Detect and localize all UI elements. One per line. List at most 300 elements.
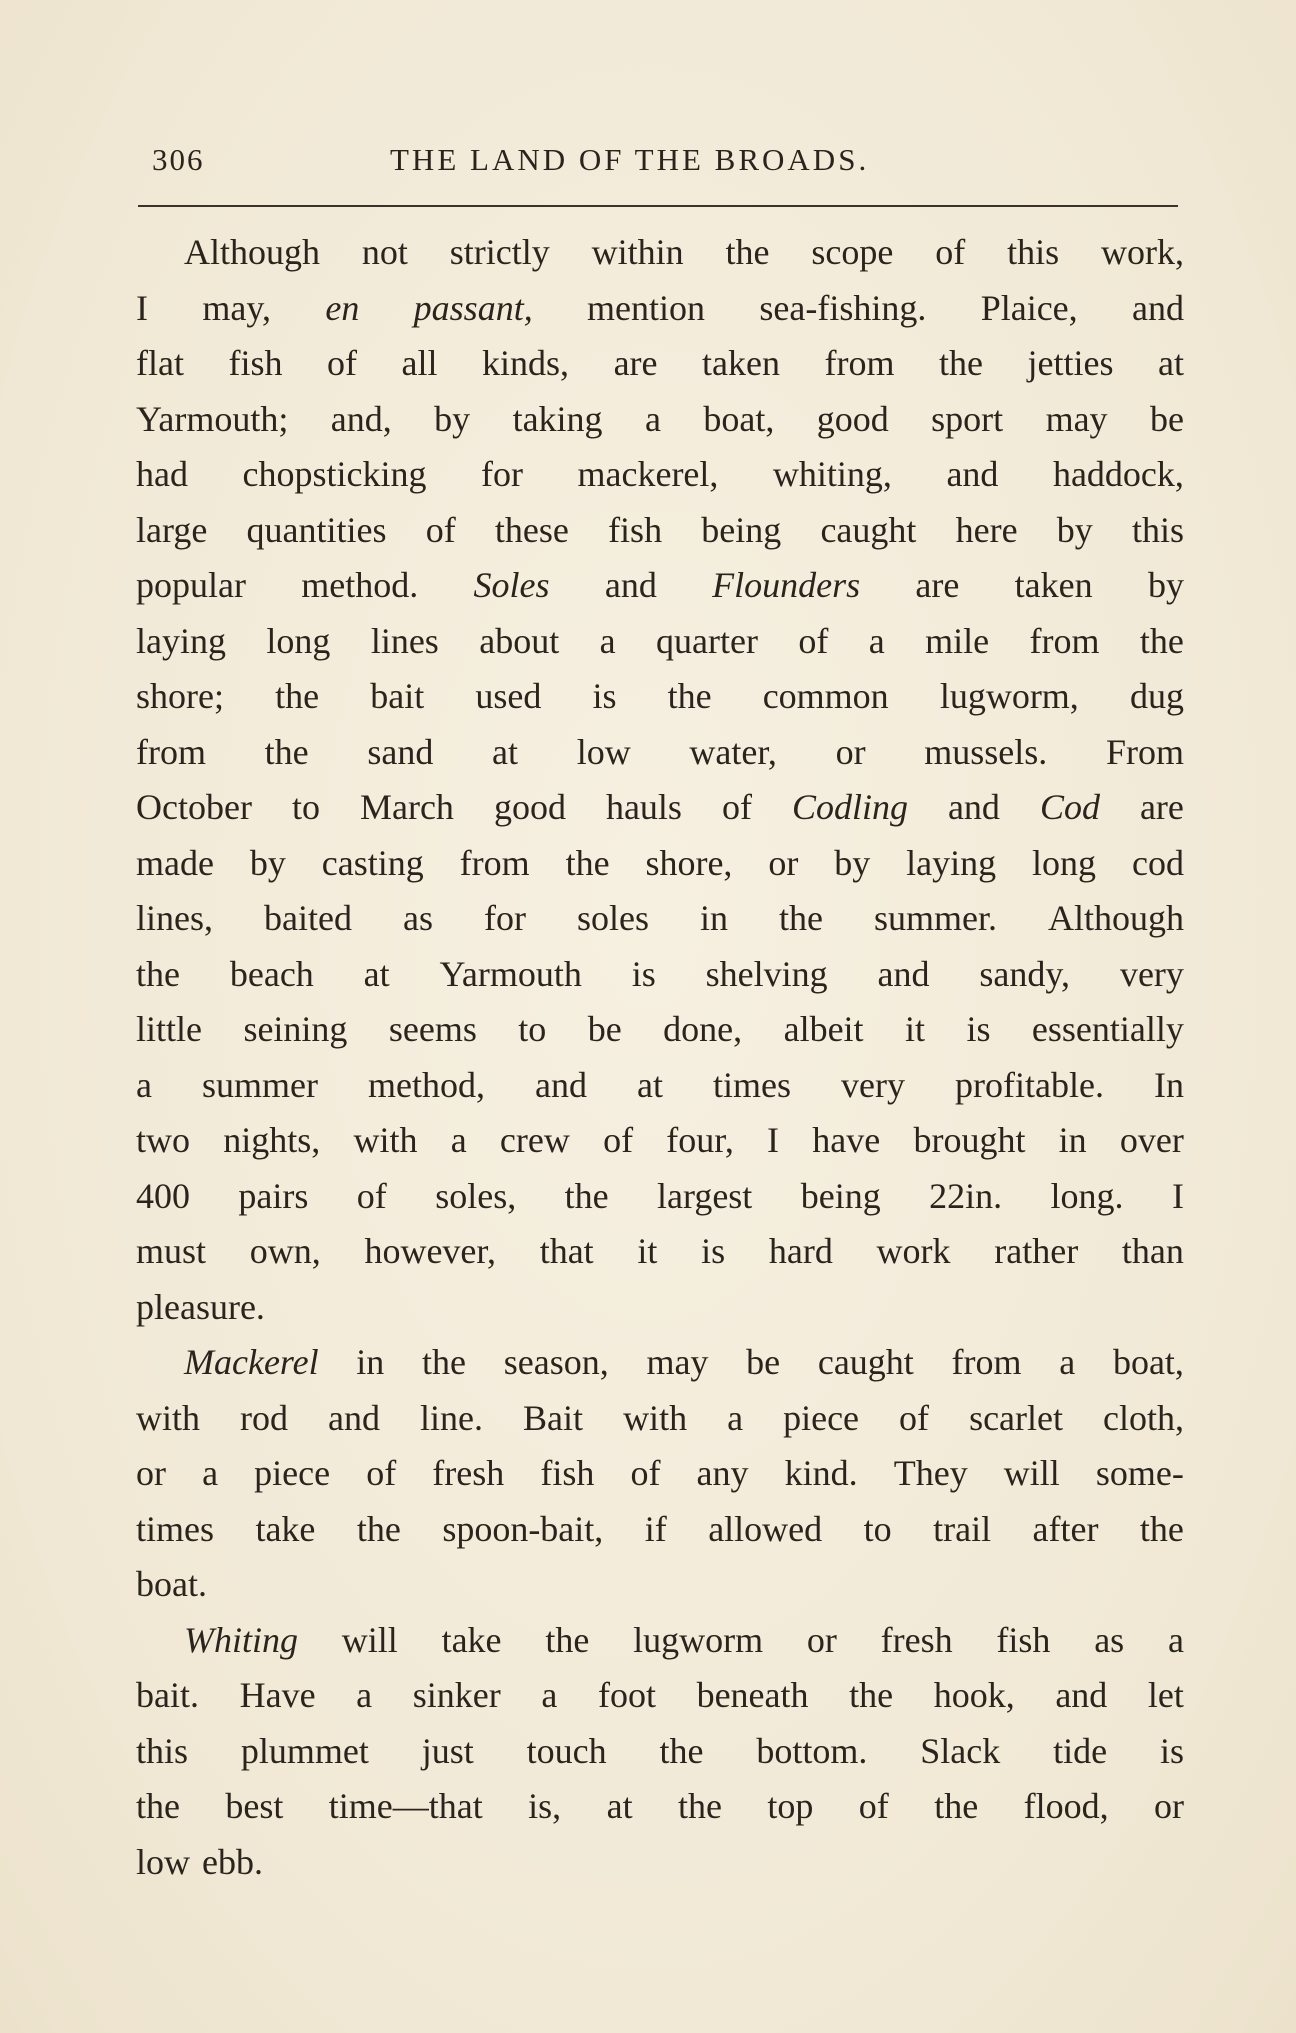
word: it	[905, 1009, 926, 1049]
word: or	[806, 1619, 837, 1660]
word: is	[966, 1009, 991, 1049]
word: method,	[368, 1064, 485, 1105]
word: largest	[657, 1175, 753, 1216]
word: used	[475, 676, 542, 716]
word: the	[667, 676, 712, 716]
word: or	[1154, 1786, 1184, 1826]
word: from	[951, 1342, 1022, 1382]
word: these	[494, 509, 569, 550]
word: for	[481, 454, 523, 494]
word: lines	[370, 620, 439, 661]
word: a	[541, 1675, 558, 1715]
text-line	[136, 1335, 1184, 1391]
word: by	[1147, 565, 1184, 605]
word: will	[341, 1619, 398, 1660]
word: pairs	[238, 1175, 309, 1216]
word: touch	[526, 1730, 607, 1771]
word: of	[899, 1397, 930, 1438]
word: taken	[702, 343, 780, 383]
word: the	[275, 676, 320, 716]
word: the	[422, 1342, 467, 1382]
word: after	[1032, 1508, 1099, 1549]
word: bait	[370, 676, 425, 716]
word: laying	[136, 620, 226, 661]
word: kind.	[784, 1453, 858, 1493]
word: and	[1055, 1675, 1108, 1715]
text-line	[136, 558, 1184, 614]
word: trail	[933, 1508, 992, 1549]
word: four,	[666, 1120, 734, 1160]
word: mention	[587, 287, 706, 328]
text-line	[136, 1446, 1184, 1502]
italic-word: Codling	[791, 787, 908, 827]
word: baited	[264, 898, 352, 938]
word: and	[328, 1397, 381, 1438]
word: and,	[330, 398, 392, 439]
word: the	[677, 1786, 722, 1826]
word: seems	[388, 1009, 477, 1049]
word: fish	[996, 1619, 1051, 1660]
word: and	[946, 454, 999, 494]
word: if	[644, 1508, 667, 1549]
word: the	[564, 1175, 609, 1216]
text-line	[136, 1835, 1184, 1891]
word: piece	[783, 1397, 860, 1438]
word: at	[1158, 343, 1184, 383]
page-number: 306	[152, 142, 205, 177]
word: quantities	[246, 509, 387, 550]
word: from	[136, 731, 206, 772]
text-line	[136, 1668, 1184, 1724]
word: seining	[243, 1009, 348, 1049]
word: this	[1131, 509, 1184, 550]
word: of	[721, 787, 752, 827]
word: They	[893, 1453, 968, 1493]
word: a	[356, 1675, 373, 1715]
word: casting	[321, 842, 424, 883]
word: kinds,	[482, 343, 570, 383]
word: the	[356, 1508, 401, 1549]
word: or	[768, 842, 799, 883]
text-line	[136, 281, 1184, 337]
word: chopsticking	[242, 454, 427, 494]
word: at	[606, 1786, 633, 1826]
word: shore,	[645, 842, 733, 883]
word: I	[136, 287, 148, 328]
text-line	[136, 392, 1184, 448]
text-line	[136, 1002, 1184, 1058]
word: popular	[136, 565, 246, 605]
word: of	[935, 232, 966, 272]
word: lines,	[136, 898, 213, 938]
word: low	[576, 731, 631, 772]
word: foot	[597, 1675, 656, 1715]
word: March	[359, 787, 454, 827]
word: a	[450, 1120, 467, 1160]
italic-word: Cod	[1039, 787, 1100, 827]
italic-word: en	[325, 287, 360, 328]
word: by	[1056, 509, 1093, 550]
word: rod	[240, 1397, 289, 1438]
word: laying	[906, 842, 997, 883]
word: had	[136, 454, 188, 494]
word: at	[637, 1064, 663, 1105]
word: fish	[228, 343, 283, 383]
word: in	[356, 1342, 385, 1382]
word: it	[637, 1231, 658, 1271]
word: being	[701, 509, 782, 550]
text-line	[136, 1724, 1184, 1780]
word: long	[266, 620, 331, 661]
word: low	[136, 1841, 190, 1882]
word: is	[592, 676, 617, 716]
text-line	[136, 669, 1184, 725]
word: very	[1119, 953, 1184, 994]
word: or	[835, 731, 866, 772]
word: have	[812, 1120, 881, 1160]
word: by	[434, 398, 471, 439]
word: and	[604, 565, 657, 605]
word: the	[939, 343, 983, 383]
word: pleasure.	[136, 1286, 265, 1327]
word: is	[631, 953, 656, 994]
word: the	[778, 898, 823, 938]
word: scope	[811, 232, 894, 272]
word: crew	[499, 1120, 570, 1160]
word: the	[565, 842, 610, 883]
word: Although	[1047, 898, 1184, 938]
word: allowed	[708, 1508, 823, 1549]
word: bait.	[136, 1675, 199, 1715]
word: nights,	[223, 1120, 321, 1160]
word: than	[1121, 1231, 1184, 1271]
word: taking	[512, 398, 603, 439]
word: mile	[925, 620, 990, 661]
word: are	[915, 565, 960, 605]
word: may,	[202, 287, 271, 328]
word: Slack	[920, 1730, 1001, 1771]
italic-word: Mackerel	[184, 1342, 319, 1382]
word: very	[841, 1064, 905, 1105]
word: the	[849, 1675, 894, 1715]
word: by	[249, 842, 286, 883]
word: time—that	[328, 1786, 483, 1826]
word: done,	[663, 1009, 743, 1049]
word: at	[492, 731, 519, 772]
word: of	[356, 1175, 387, 1216]
word: boat,	[1112, 1342, 1184, 1382]
word: cloth,	[1103, 1397, 1184, 1438]
word: In	[1153, 1064, 1184, 1105]
word: Plaice,	[980, 287, 1078, 328]
word: essentially	[1031, 1009, 1184, 1049]
word: however,	[364, 1231, 496, 1271]
word: plummet	[240, 1730, 369, 1771]
word: the	[725, 232, 770, 272]
word: Bait	[523, 1397, 584, 1438]
word: fresh	[880, 1619, 953, 1660]
word: be	[1149, 398, 1184, 439]
word: may	[646, 1342, 709, 1382]
word: to	[863, 1508, 892, 1549]
word: hauls	[605, 787, 682, 827]
word: of	[327, 343, 358, 383]
word: I	[1171, 1175, 1184, 1216]
text-line	[136, 503, 1184, 559]
word: caught	[817, 1342, 914, 1382]
word: made	[136, 842, 214, 883]
word: whiting,	[772, 454, 892, 494]
word: soles	[576, 898, 649, 938]
word: sinker	[412, 1675, 501, 1715]
word: will	[1003, 1453, 1060, 1493]
word: method.	[301, 565, 419, 605]
word: Although	[184, 232, 321, 272]
word: in	[699, 898, 728, 938]
word: work	[876, 1231, 951, 1271]
word: taken	[1014, 565, 1093, 605]
word: lugworm,	[939, 676, 1079, 716]
word: that	[539, 1231, 594, 1271]
word: summer.	[873, 898, 997, 938]
text-line	[136, 1557, 1184, 1613]
word: water,	[689, 731, 777, 772]
word: and	[535, 1064, 587, 1105]
word: caught	[820, 509, 917, 550]
word: dug	[1129, 676, 1184, 716]
word: sport	[931, 398, 1004, 439]
word: quarter	[656, 620, 758, 661]
word: mussels.	[924, 731, 1048, 772]
word: may	[1045, 398, 1108, 439]
word: as	[402, 898, 433, 938]
word: sandy,	[979, 953, 1071, 994]
word: the	[136, 953, 180, 994]
page-header	[140, 142, 1180, 186]
word: From	[1105, 731, 1184, 772]
word: are	[1139, 787, 1184, 827]
word: of	[366, 1453, 397, 1493]
text-line	[136, 780, 1184, 836]
text-line	[136, 1113, 1184, 1169]
word: tide	[1053, 1730, 1108, 1771]
word: just	[421, 1730, 474, 1771]
text-line	[136, 1391, 1184, 1447]
word: a	[1059, 1342, 1076, 1382]
word: of	[425, 509, 456, 550]
word: from	[1029, 620, 1100, 661]
running-title: THE LAND OF THE BROADS.	[390, 142, 870, 177]
word: be	[746, 1342, 781, 1382]
word: the	[264, 731, 309, 772]
word: top	[767, 1786, 814, 1826]
word: about	[479, 620, 560, 661]
text-line	[136, 836, 1184, 892]
word: 400	[136, 1175, 190, 1216]
word: summer	[202, 1064, 318, 1105]
word: common	[762, 676, 889, 716]
word: to	[518, 1009, 547, 1049]
word: and	[1132, 287, 1184, 328]
text-line	[136, 1224, 1184, 1280]
word: scarlet	[969, 1397, 1063, 1438]
word: good	[493, 787, 566, 827]
word: beach	[229, 953, 314, 994]
text-line	[136, 225, 1184, 281]
word: is,	[528, 1786, 562, 1826]
text-line	[136, 447, 1184, 503]
word: October	[136, 787, 252, 827]
word: shelving	[705, 953, 828, 994]
word: rather	[994, 1231, 1079, 1271]
word: with	[623, 1397, 688, 1438]
word: piece	[254, 1453, 331, 1493]
word: two	[136, 1120, 190, 1160]
word: from	[824, 343, 895, 383]
word: and	[947, 787, 1000, 827]
word: work,	[1101, 232, 1184, 272]
word: hook,	[933, 1675, 1015, 1715]
word: Yarmouth	[439, 953, 582, 994]
word: hard	[768, 1231, 833, 1271]
word: with	[353, 1120, 418, 1160]
word: little	[136, 1009, 202, 1049]
word: 22in.	[929, 1175, 1003, 1216]
word: own,	[249, 1231, 321, 1271]
word: are	[613, 343, 658, 383]
word: strictly	[449, 232, 550, 272]
word: ebb.	[202, 1841, 263, 1882]
word: Have	[239, 1675, 316, 1715]
word: flood,	[1023, 1786, 1109, 1826]
text-line	[136, 891, 1184, 947]
word: as	[1094, 1619, 1125, 1660]
word: for	[483, 898, 526, 938]
word: over	[1119, 1120, 1184, 1160]
body-text	[136, 225, 1184, 1890]
header-rule	[138, 205, 1178, 207]
word: of	[798, 620, 829, 661]
text-line	[136, 336, 1184, 392]
text-line	[136, 1169, 1184, 1225]
word: to	[291, 787, 320, 827]
word: of	[858, 1786, 889, 1826]
word: good	[816, 398, 889, 439]
word: with	[136, 1397, 201, 1438]
word: a	[868, 620, 885, 661]
word: sand	[367, 731, 434, 772]
word: large	[136, 509, 208, 550]
text-line	[136, 1779, 1184, 1835]
word: jetties	[1027, 343, 1114, 383]
word: the	[1139, 1508, 1184, 1549]
word: soles,	[435, 1175, 517, 1216]
word: a	[599, 620, 616, 661]
word: boat,	[703, 398, 775, 439]
text-line	[136, 947, 1184, 1003]
word: the	[934, 1786, 979, 1826]
word: long	[1032, 842, 1097, 883]
word: all	[401, 343, 438, 383]
word: a	[644, 398, 661, 439]
word: line.	[420, 1397, 484, 1438]
word: fish	[608, 509, 663, 550]
italic-word: Soles	[473, 565, 550, 605]
word: boat.	[136, 1564, 207, 1604]
word: bottom.	[756, 1730, 868, 1771]
word: take	[255, 1508, 316, 1549]
word: the	[1139, 620, 1184, 661]
word: haddock,	[1052, 454, 1184, 494]
word: within	[591, 232, 684, 272]
italic-word: passant,	[413, 287, 533, 328]
text-line	[136, 725, 1184, 781]
word: Yarmouth;	[136, 398, 289, 439]
text-line	[136, 1613, 1184, 1669]
word: fresh	[432, 1453, 505, 1493]
word: this	[136, 1730, 189, 1771]
word: any	[696, 1453, 749, 1493]
word: and	[877, 953, 930, 994]
word: of	[630, 1453, 661, 1493]
word: brought	[913, 1120, 1026, 1160]
word: a	[1167, 1619, 1184, 1660]
word: being	[800, 1175, 881, 1216]
word: the	[136, 1786, 180, 1826]
word: from	[459, 842, 530, 883]
word: fish	[540, 1453, 595, 1493]
word: the	[659, 1730, 704, 1771]
word: a	[202, 1453, 219, 1493]
word: by	[834, 842, 871, 883]
word: a	[136, 1064, 152, 1105]
word: some-	[1095, 1453, 1184, 1493]
word: I	[767, 1120, 780, 1160]
word: is	[701, 1231, 726, 1271]
word: mackerel,	[577, 454, 719, 494]
word: season,	[503, 1342, 609, 1382]
word: lugworm	[633, 1619, 764, 1660]
word: not	[361, 232, 408, 272]
word: of	[603, 1120, 634, 1160]
word: at	[363, 953, 390, 994]
word: long.	[1050, 1175, 1124, 1216]
word: take	[441, 1619, 502, 1660]
text-line	[136, 1280, 1184, 1336]
italic-word: Whiting	[184, 1619, 298, 1660]
word: this	[1007, 232, 1060, 272]
italic-word: Flounders	[712, 565, 861, 605]
word: times	[713, 1064, 791, 1105]
word: be	[587, 1009, 622, 1049]
word: is	[1159, 1730, 1184, 1771]
word: profitable.	[955, 1064, 1104, 1105]
word: the	[545, 1619, 590, 1660]
word: spoon-bait,	[442, 1508, 604, 1549]
text-line	[136, 614, 1184, 670]
word: cod	[1131, 842, 1184, 883]
word: best	[225, 1786, 284, 1826]
word: beneath	[696, 1675, 809, 1715]
word: or	[136, 1453, 166, 1493]
word: times	[136, 1508, 214, 1549]
word: sea-fishing.	[759, 287, 927, 328]
word: flat	[136, 343, 184, 383]
word: albeit	[783, 1009, 864, 1049]
word: here	[955, 509, 1018, 550]
word: shore;	[136, 676, 224, 716]
text-line	[136, 1058, 1184, 1114]
